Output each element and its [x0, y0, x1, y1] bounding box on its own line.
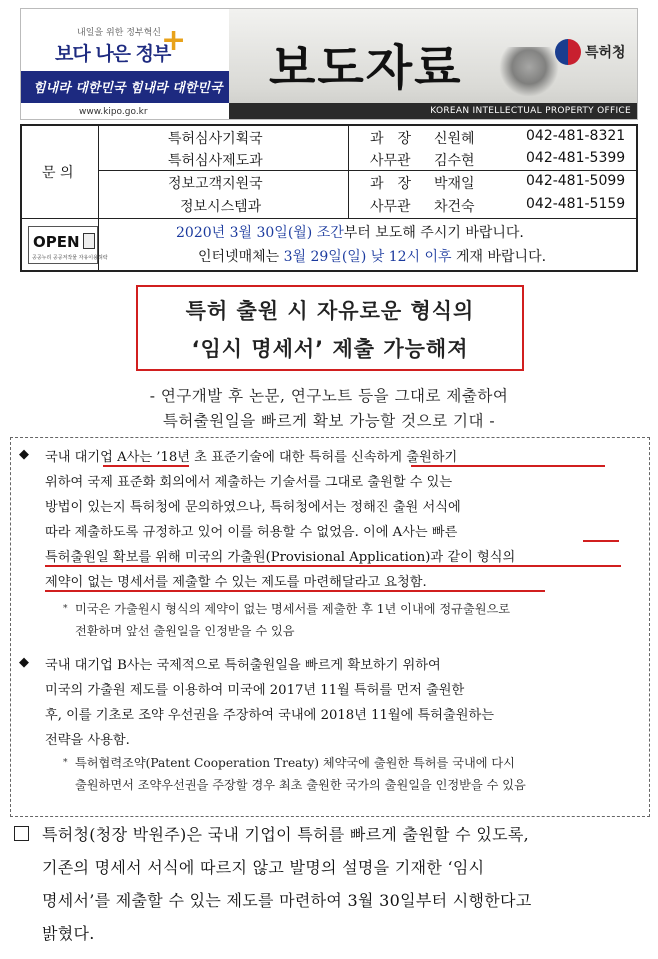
- press-release-banner: [20, 8, 638, 120]
- subtitle-line-1: - 연구개발 후 논문, 연구노트 등을 그대로 제출하여: [149, 387, 509, 405]
- website-url: www.kipo.go.kr: [79, 107, 148, 117]
- body-line: 기존의 명세서 서식에 따르지 않고 발명의 설명을 기재한 ‘임시: [42, 858, 485, 877]
- press-release-title: 보도자료: [269, 40, 463, 96]
- gov-slogan-small: 내일을 위한 정부혁신: [77, 28, 161, 38]
- square-bullet-icon: [14, 826, 29, 841]
- divider: [22, 218, 636, 219]
- contact-phone: 042-481-5159: [526, 196, 626, 212]
- embargo-date: 2020년 3월 30일(월) 조간: [176, 225, 344, 241]
- contact-role: 사무관: [370, 153, 411, 169]
- agency-name: 특허청: [585, 45, 626, 61]
- case-a-note: 미국은 가출원시 형식의 제약이 없는 명세서를 제출한 후 1년 이내에 정규출원으로: [75, 602, 511, 616]
- open-license-badge: [28, 226, 108, 264]
- divider: [98, 126, 99, 218]
- headline-line-1: 특허 출원 시 자유로운 형식의: [185, 299, 475, 323]
- case-a-line: 특허출원일 확보를 위해 미국의 가출원(Provisional Application)과 같이 형식의: [45, 550, 516, 565]
- contact-dept: 정보시스템과: [180, 199, 262, 215]
- highlight-underline: [583, 540, 619, 542]
- contact-label: 문 의: [42, 165, 74, 181]
- subtitle-line-2: 특허출원일을 빠르게 확보 가능할 것으로 기대 -: [162, 412, 496, 430]
- typewriter-image: [499, 47, 559, 97]
- case-examples-box: [10, 437, 650, 817]
- case-b-line: 미국의 가출원 제도를 이용하여 미국에 2017년 11월 특허를 먼저 출원한: [45, 683, 465, 698]
- case-a-line: 위하여 국제 표준화 회의에서 제출하는 기술서를 그대로 출원할 수 있는: [45, 475, 453, 490]
- headline-box: [136, 285, 524, 371]
- contact-role: 과 장: [370, 131, 412, 147]
- diamond-bullet-icon: ◆: [19, 447, 29, 462]
- contact-name: 박재일: [434, 176, 475, 192]
- open-badge-label: OPEN: [33, 233, 80, 251]
- plus-icon: +: [161, 23, 187, 58]
- contact-role: 사무관: [370, 199, 411, 215]
- case-b-note: 출원하면서 조약우선권을 주장할 경우 최초 출원한 국가의 출원일을 인정받을 수 있음: [75, 778, 526, 792]
- case-a-line: 따라 제출하도록 규정하고 있어 이를 허용할 수 없었음. 이에 A사는 빠른: [45, 525, 458, 540]
- divider: [98, 218, 99, 270]
- case-a-line: 국내 대기업 A사는 ’18년 초 표준기술에 대한 특허를 신속하게 출원하기: [45, 450, 458, 465]
- divider: [348, 126, 349, 218]
- case-b-line: 후, 이를 기초로 조약 우선권을 주장하여 국내에 2018년 11월에 특허출원하는: [45, 708, 494, 723]
- body-line: 밝혔다.: [42, 924, 95, 943]
- highlight-underline: [411, 465, 605, 467]
- asterisk-icon: *: [63, 604, 68, 614]
- contact-dept: 특허심사제도과: [168, 153, 263, 169]
- body-line: 명세서’를 제출할 수 있는 제도를 마련하여 3월 30일부터 시행한다고: [42, 891, 532, 910]
- asterisk-icon: *: [63, 758, 68, 768]
- license-icon: [83, 233, 95, 249]
- gov-logo-area: [21, 9, 229, 120]
- contact-role: 과 장: [370, 176, 412, 192]
- contact-table: [20, 124, 638, 272]
- contact-name: 신원혜: [434, 131, 475, 147]
- contact-name: 김수현: [434, 153, 475, 169]
- embargo-online-date: 3월 29일(일) 낮 12시 이후: [283, 249, 452, 265]
- contact-name: 차건숙: [434, 199, 475, 215]
- highlight-underline: [45, 565, 621, 567]
- taegeuk-emblem-icon: [555, 39, 581, 65]
- headline-line-2: ‘임시 명세서’ 제출 가능해져: [191, 337, 469, 361]
- case-b-line: 전략을 사용함.: [45, 733, 130, 748]
- divider: [98, 170, 636, 171]
- contact-dept: 정보고객지원국: [168, 176, 263, 192]
- highlight-underline: [103, 465, 189, 467]
- contact-phone: 042-481-5399: [526, 150, 626, 166]
- embargo-text: 부터 보도해 주시기 바랍니다.: [343, 225, 524, 241]
- contact-dept: 특허심사기획국: [168, 131, 263, 147]
- embargo-line-2: [198, 246, 546, 266]
- case-a-line: 제약이 없는 명세서를 제출할 수 있는 제도를 마련해달라고 요청함.: [45, 575, 427, 590]
- contact-phone: 042-481-8321: [526, 128, 626, 144]
- highlight-underline: [45, 590, 545, 592]
- gov-name-logo: 보다 나은 정부: [55, 43, 171, 65]
- case-b-note: 특허협력조약(Patent Cooperation Treaty) 체약국에 출원한 특허를 국내에 다시: [75, 756, 515, 770]
- open-badge-subtext: 공공누리 공공저작물 자유이용허락: [32, 255, 108, 261]
- gov-slogan: 힘내라 대한민국 힘내라 대한민국: [33, 81, 223, 96]
- embargo-line-1: [176, 222, 524, 242]
- contact-phone: 042-481-5099: [526, 173, 626, 189]
- case-a-line: 방법이 있는지 특허청에 문의하였으나, 특허청에서는 정해진 출원 서식에: [45, 500, 461, 515]
- case-a-note: 전환하며 앞선 출원일을 인정받을 수 있음: [75, 624, 295, 638]
- body-line: 특허청(청장 박원주)은 국내 기업이 특허를 빠르게 출원할 수 있도록,: [42, 825, 529, 844]
- embargo-text: 게재 바랍니다.: [451, 249, 547, 265]
- title-area: [229, 9, 638, 120]
- diamond-bullet-icon: ◆: [19, 655, 29, 670]
- agency-english-name: KOREAN INTELLECTUAL PROPERTY OFFICE: [430, 106, 631, 116]
- case-b-line: 국내 대기업 B사는 국제적으로 특허출원일을 빠르게 확보하기 위하여: [45, 658, 441, 673]
- embargo-text: 인터넷매체는: [198, 249, 284, 265]
